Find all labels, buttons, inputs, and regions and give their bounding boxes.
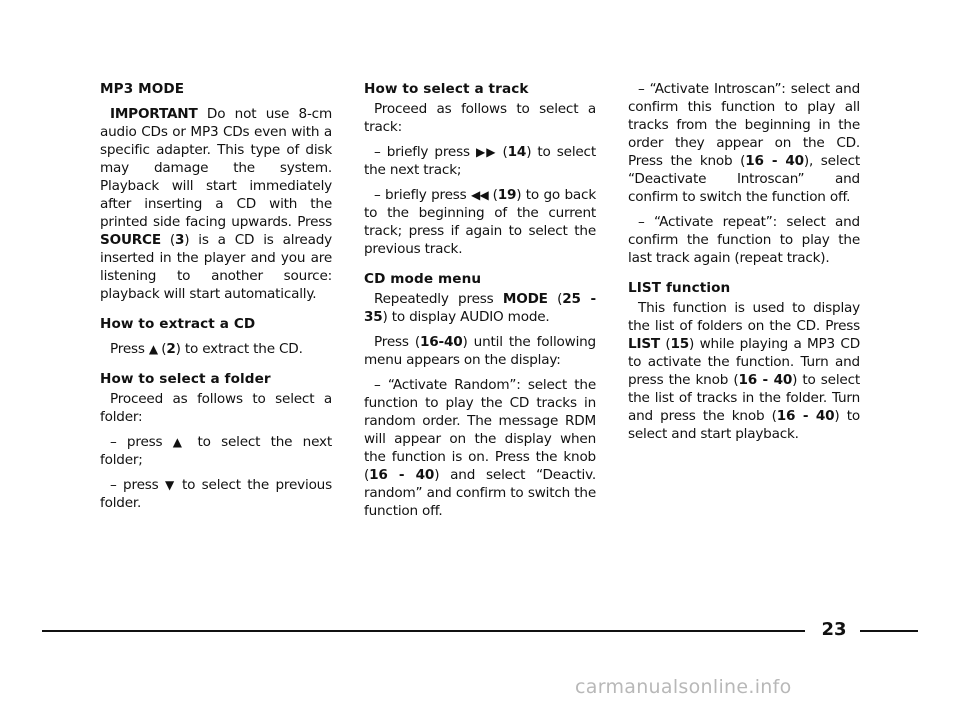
- extract-cd-heading: How to extract a CD: [100, 316, 256, 332]
- footer-rule-left: [42, 630, 805, 632]
- folder-prev-paragraph: – press ▼ to select the previous folder.: [100, 477, 332, 511]
- mode-label: MODE: [502, 291, 548, 307]
- footer-rule-right: [860, 630, 918, 632]
- list-label: LIST: [628, 336, 660, 352]
- watermark: carmanualsonline.info: [575, 676, 792, 698]
- down-arrow-icon: ▼: [164, 478, 176, 492]
- column-left: [100, 80, 332, 512]
- repeat-paragraph: – “Activate repeat”: select and confirm the function to play the last track again (repeat track).: [628, 214, 860, 266]
- page-number: 23: [821, 619, 847, 640]
- rewind-icon: ◀◀: [470, 188, 489, 202]
- source-label: SOURCE: [100, 232, 161, 248]
- fast-forward-icon: ▶▶: [475, 145, 497, 159]
- introscan-paragraph: – “Activate Introscan”: select and confirm this function to play all tracks from the beginning in the order they appear on the CD. Press the knob (16 - 40), select “Deactivate Introscan” and confirm to switch the function off.: [628, 81, 860, 205]
- folder-intro: Proceed as follows to select a folder:: [100, 391, 332, 425]
- list-paragraph: This function is used to display the list of folders on the CD. Press LIST (15) while playing a MP3 CD to activate the function. Turn and press the knob (16 - 40) to select the list of tracks in the folder. Turn and press the knob (16 - 40) to select and start playback.: [628, 300, 860, 442]
- mp3-mode-heading: MP3 MODE: [100, 81, 185, 97]
- menu-paragraph: Repeatedly press MODE (25 - 35) to display AUDIO mode.: [364, 291, 597, 325]
- list-function-heading: LIST function: [628, 280, 731, 296]
- up-arrow-icon: ▲: [172, 435, 188, 449]
- column-middle: [364, 80, 596, 520]
- random-paragraph: – “Activate Random”: select the function to play the CD tracks in random order. The message RDM will appear on the display when the function is on. Press the knob (16 - 40) and select “Deactiv. random” and confirm to switch the function off.: [364, 377, 596, 519]
- folder-next-paragraph: – press ▲ to select the next folder;: [100, 434, 332, 468]
- select-track-heading: How to select a track: [364, 81, 529, 97]
- track-prev-paragraph: – briefly press ◀◀ (19) to go back to the beginning of the current track; press if again to select the previous track.: [364, 187, 596, 257]
- cd-mode-menu-heading: CD mode menu: [364, 271, 482, 287]
- column-right: [628, 80, 860, 443]
- important-label: IMPORTANT: [110, 106, 198, 122]
- press-paragraph: Press (16-40) until the following menu appears on the display:: [364, 334, 596, 368]
- extract-cd-paragraph: Press ▲ (2) to extract the CD.: [110, 341, 303, 357]
- track-intro: Proceed as follows to select a track:: [364, 101, 596, 135]
- eject-icon: ▲: [148, 342, 158, 356]
- select-folder-heading: How to select a folder: [100, 371, 271, 387]
- track-next-paragraph: – briefly press ▶▶ (14) to select the next track;: [364, 144, 596, 178]
- important-paragraph: IMPORTANT Do not use 8-cm audio CDs or MP3 CDs even with a specific adapter. This type of disk may damage the system. Playback will start immediately after inserting a CD with the printed side facing upwards. Press SOURCE (3) is a CD is already inserted in the player and you are listening to another source: playback will start automatically.: [100, 106, 332, 302]
